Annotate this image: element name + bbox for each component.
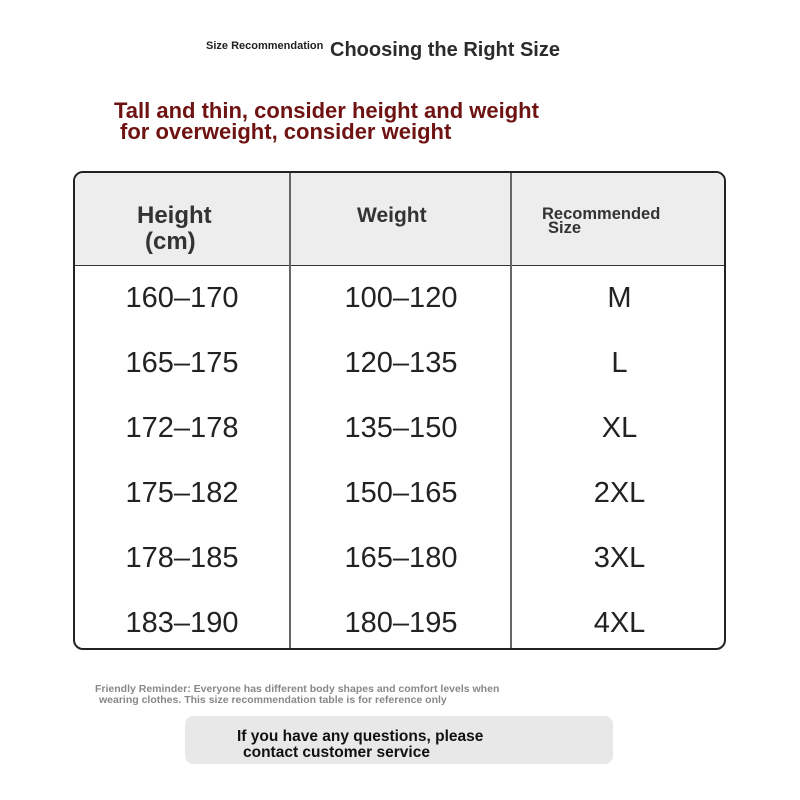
header-height bbox=[137, 203, 212, 255]
reminder-line-2: wearing clothes. This size recommendation table is for reference only bbox=[99, 694, 447, 706]
height-cell: 165–175 bbox=[125, 347, 239, 379]
contact-customer-service-box bbox=[185, 716, 613, 764]
size-cell: 3XL bbox=[593, 542, 646, 574]
table-row bbox=[75, 591, 724, 650]
height-cell: 160–170 bbox=[125, 282, 239, 314]
height-cell: 175–182 bbox=[125, 477, 239, 509]
size-guidance-subtitle bbox=[114, 100, 539, 142]
header-height-unit: (cm) bbox=[145, 228, 196, 255]
subtitle-line-2: for overweight, consider weight bbox=[120, 119, 452, 144]
table-row bbox=[75, 266, 724, 331]
header-size-line-2: Size bbox=[548, 219, 582, 237]
weight-cell: 135–150 bbox=[344, 412, 458, 444]
reminder-line-1: Friendly Reminder: Everyone has different body shapes and comfort levels when bbox=[95, 683, 500, 695]
subtitle-line-1: Tall and thin, consider height and weight bbox=[114, 98, 539, 123]
height-cell: 183–190 bbox=[125, 607, 239, 639]
header-recommended-size bbox=[542, 207, 660, 235]
contact-line-2: contact customer service bbox=[243, 744, 430, 761]
header-weight: Weight bbox=[357, 204, 427, 227]
size-cell: M bbox=[607, 282, 632, 314]
weight-cell: 165–180 bbox=[344, 542, 458, 574]
size-table bbox=[73, 171, 726, 650]
weight-cell: 180–195 bbox=[344, 607, 458, 639]
weight-cell: 120–135 bbox=[344, 347, 458, 379]
size-cell: 2XL bbox=[593, 477, 646, 509]
size-cell: 4XL bbox=[593, 607, 646, 639]
contact-text bbox=[237, 729, 483, 761]
contact-line-1: If you have any questions, please bbox=[237, 728, 484, 745]
height-cell: 178–185 bbox=[125, 542, 239, 574]
height-cell: 172–178 bbox=[125, 412, 239, 444]
size-cell: L bbox=[611, 347, 628, 379]
weight-cell: 100–120 bbox=[344, 282, 458, 314]
size-recommendation-label: Size Recommendation bbox=[206, 40, 324, 52]
friendly-reminder bbox=[95, 684, 499, 706]
table-row bbox=[75, 461, 724, 526]
header-height-label: Height bbox=[137, 202, 212, 229]
page-title: Choosing the Right Size bbox=[330, 39, 560, 61]
table-row bbox=[75, 331, 724, 396]
table-row bbox=[75, 526, 724, 591]
size-cell: XL bbox=[601, 412, 638, 444]
weight-cell: 150–165 bbox=[344, 477, 458, 509]
table-header bbox=[75, 173, 724, 266]
table-row bbox=[75, 396, 724, 461]
header-size-line-1: Recommended bbox=[542, 205, 661, 223]
